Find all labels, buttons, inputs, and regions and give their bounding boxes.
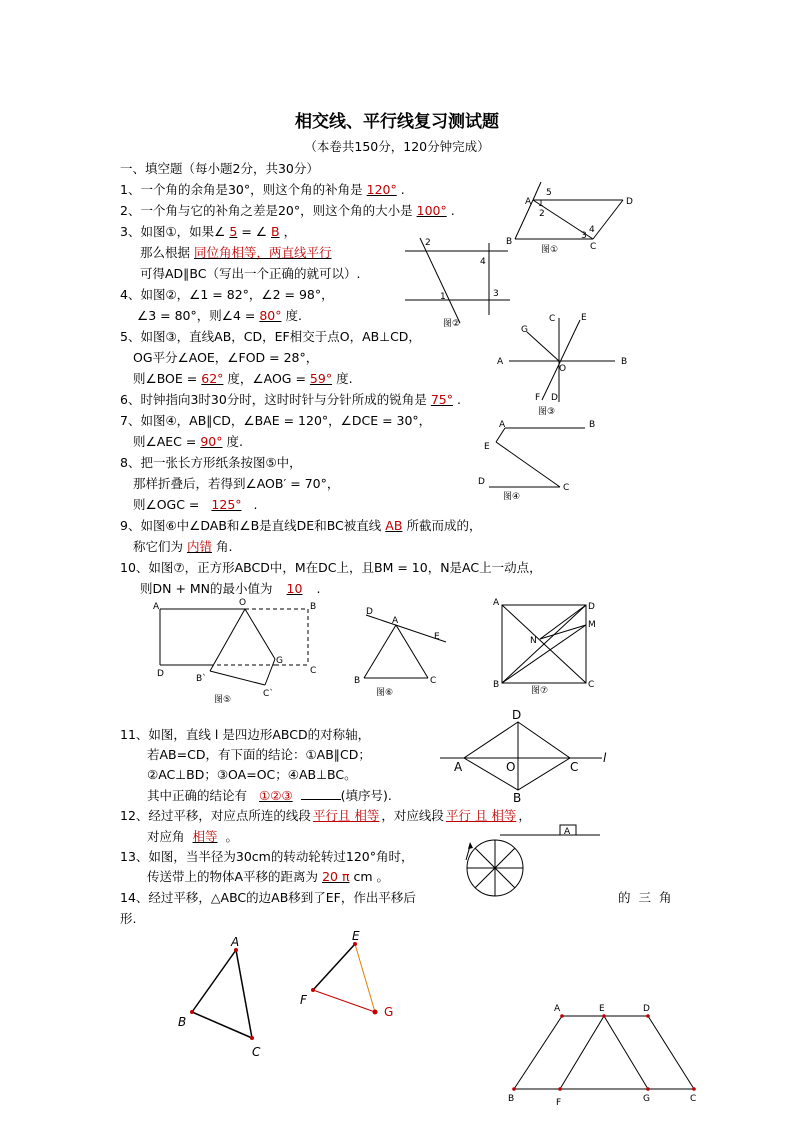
answer-11: ①②③ (259, 788, 293, 803)
question-9-line2: 称它们为 内错 角. (133, 539, 233, 554)
question-11: 11、如图，直线 l 是四边形ABCD的对称轴， (120, 727, 371, 742)
fig14a-label-a: A (231, 935, 240, 949)
question-3: 3、如图①，如果∠ 5 = ∠ B ， (120, 224, 297, 239)
answer-13: 20 π (322, 869, 350, 884)
fig3-label-o: O (559, 364, 567, 374)
question-12-line2: 对应角 相等 。 (147, 829, 239, 844)
fig13-label-a: A (564, 827, 571, 837)
figure-1 (505, 178, 633, 256)
fig1-label-d: D (626, 197, 633, 207)
fig11-label-l: l (603, 751, 607, 765)
figure-14-trapezoid (500, 1000, 710, 1110)
question-5: 5、如图③，直线AB，CD，EF相交于点O，AB⊥CD， (120, 329, 421, 344)
answer-7: 90° (200, 434, 223, 449)
fig7-label-b: B (493, 680, 500, 690)
fig7-label-n: N (530, 636, 537, 646)
answer-10: 10 (286, 581, 303, 596)
fig4-label-c: C (563, 483, 570, 493)
fig14c-label-a: A (554, 1004, 561, 1014)
fig11-label-o: O (506, 760, 516, 774)
answer-8: 125° (211, 497, 242, 512)
fig6-label-c: C (430, 676, 437, 686)
fig1-caption: 图① (541, 245, 559, 255)
question-14-line2: 形. (120, 911, 137, 926)
question-11-line2: 若AB=CD，有下面的结论：①AB∥CD； (147, 747, 371, 762)
fig7-label-m: M (588, 620, 596, 630)
question-4-line2: ∠3 = 80°，则∠4 = 80° 度. (137, 308, 302, 323)
fig5-caption: 图⑤ (214, 695, 232, 705)
fig6-label-a: A (392, 616, 399, 626)
question-5-line2: OG平分∠AOE，∠FOD = 28°， (133, 350, 319, 365)
page-subtitle: （本卷共150分，120分钟完成） (304, 139, 490, 154)
fig1-label-5: 5 (546, 188, 552, 198)
fig7-label-a: A (493, 598, 500, 608)
fig14c-label-e: E (599, 1004, 605, 1014)
fig3-label-b: B (621, 357, 628, 367)
question-3-line2: 那么根据 同位角相等，两直线平行 (140, 245, 336, 261)
fig1-label-3: 3 (581, 231, 587, 241)
fig3-caption: 图③ (538, 407, 556, 417)
figure-7 (490, 597, 605, 697)
question-14-tail: 的 三 角 (618, 890, 674, 905)
fig3-label-a: A (497, 357, 504, 367)
figure-3 (495, 310, 635, 420)
fig5-label-b-prime: B` (196, 674, 207, 684)
figure-13 (460, 820, 610, 900)
question-8: 8、把一张长方形纸条按图⑤中， (120, 455, 302, 470)
fig6-label-d: D (366, 607, 373, 617)
question-10: 10、如图⑦，正方形ABCD中，M在DC上，且BM = 10，N是AC上一动点， (120, 560, 542, 575)
fig5-label-c-prime: C` (263, 689, 274, 699)
fig11-label-a: A (454, 760, 463, 774)
question-8-line3: 则∠OGC = 125° . (133, 497, 258, 512)
fig3-label-d: D (551, 393, 558, 403)
figure-4 (475, 415, 605, 505)
answer-9a: AB (385, 518, 403, 533)
fig14c-label-d: D (643, 1004, 650, 1014)
fig1-label-c: C (590, 242, 597, 252)
question-5-line3: 则∠BOE = 62° 度，∠AOG = 59° 度. (133, 371, 353, 386)
answer-3b: B (270, 224, 280, 239)
fig14a-label-c: C (252, 1045, 261, 1059)
question-6: 6、时钟指向3时30分时，这时时针与分针所成的锐角是 75° . (120, 392, 461, 407)
fig3-label-e: E (581, 313, 587, 323)
fig2-label-3: 3 (493, 289, 499, 299)
fig5-label-o: O (239, 598, 247, 608)
fig7-caption: 图⑦ (531, 686, 549, 696)
fig2-caption: 图② (443, 319, 461, 329)
answer-1: 120° (366, 182, 397, 197)
fig14c-label-f: F (556, 1098, 562, 1108)
fig4-label-b: B (589, 420, 596, 430)
fig14b-label-f: F (300, 993, 307, 1007)
fig3-label-c: C (549, 314, 556, 324)
fig2-label-1: 1 (440, 292, 446, 302)
question-13: 13、如图，当半径为30cm的转动轮转过120°角时， (120, 849, 414, 864)
fig11-label-d: D (512, 708, 522, 722)
figure-11 (440, 705, 620, 805)
fig2-label-4: 4 (480, 257, 486, 267)
fig5-label-b: B (310, 602, 317, 612)
question-3-line3: 可得AD∥BC（写出一个正确的就可以）. (140, 266, 361, 281)
fig4-caption: 图④ (503, 492, 521, 502)
fig4-label-e: E (484, 442, 490, 452)
fig5-label-a: A (153, 602, 160, 612)
question-13-line2: 传送带上的物体A平移的距离为 20 π cm 。 (147, 869, 389, 884)
answer-5a: 62° (201, 371, 224, 386)
fig14a-label-b: B (178, 1015, 187, 1029)
question-11-line4: 其中正确的结论有 ①②③ (填序号). (147, 788, 392, 803)
figure-14-triangle-abc (170, 932, 270, 1062)
answer-12b: 平行 且 相等 (445, 808, 517, 823)
fig4-label-a: A (499, 420, 506, 430)
question-1: 1、一个角的余角是30°，则这个角的补角是 120° . (120, 182, 405, 197)
fig7-label-c: C (588, 680, 595, 690)
fig2-label-2: 2 (425, 238, 431, 248)
question-8-line2: 那样折叠后，若得到∠AOB′ = 70°， (133, 476, 340, 491)
fig5-label-d: D (157, 669, 164, 679)
figure-6 (350, 600, 455, 700)
fig5-label-g: G (276, 656, 283, 666)
question-9: 9、如图⑥中∠DAB和∠B是直线DE和BC被直线 AB 所截而成的， (120, 518, 482, 533)
answer-6: 75° (430, 392, 453, 407)
fig7-label-d: D (588, 602, 595, 612)
fig6-caption: 图⑥ (376, 688, 394, 698)
fig1-label-a: A (525, 197, 532, 207)
fig1-label-4: 4 (589, 225, 595, 235)
question-12: 12、经过平移，对应点所连的线段 平行且 相等 ，对应线段 平行 且 相等 ， (120, 808, 531, 823)
fig6-label-e: E (434, 632, 440, 642)
fig11-label-b: B (513, 791, 522, 805)
question-7: 7、如图④，AB∥CD，∠BAE = 120°，∠DCE = 30°， (120, 413, 432, 428)
question-7-line2: 则∠AEC = 90° 度. (133, 434, 243, 449)
question-10-line2: 则DN + MN的最小值为 10 . (140, 581, 321, 596)
fig3-label-f: F (535, 393, 541, 403)
fig14b-label-g: G (384, 1005, 394, 1019)
answer-12a: 平行且 相等 (312, 808, 380, 823)
fig6-label-b: B (354, 676, 361, 686)
question-14: 14、经过平移，△ABC的边AB移到了EF，作出平移后 (120, 890, 416, 905)
fig4-label-d: D (478, 477, 485, 487)
fig1-label-2: 2 (539, 209, 545, 219)
answer-3a: 5 (229, 224, 238, 239)
answer-5b: 59° (309, 371, 333, 386)
answer-2: 100° (416, 203, 447, 218)
page-title: 相交线、平行线复习测试题 (295, 112, 499, 132)
figure-14-segment-efg (295, 920, 405, 1030)
fig14c-label-c: C (690, 1094, 697, 1104)
fig1-label-b: B (506, 237, 513, 247)
fig5-label-c: C (310, 666, 317, 676)
fig14c-label-g: G (643, 1094, 650, 1104)
section-heading: 一、填空题（每小题2分，共30分） (120, 161, 319, 176)
fig14c-label-b: B (508, 1094, 515, 1104)
answer-9b: 内错 (187, 539, 213, 554)
fig14b-label-e: E (352, 929, 360, 943)
question-4: 4、如图②，∠1 = 82°，∠2 = 98°， (120, 287, 334, 302)
question-11-line3: ②AC⊥BD；③OA=OC；④AB⊥BC。 (147, 767, 357, 782)
figure-5 (150, 595, 325, 710)
fig11-label-c: C (570, 760, 579, 774)
question-2: 2、一个角与它的补角之差是20°，则这个角的大小是 100° . (120, 203, 455, 218)
fig1-label-1: 1 (538, 199, 544, 209)
answer-3c: 同位角相等，两直线平行 (194, 245, 332, 260)
fig3-label-g: G (521, 325, 528, 335)
answer-4: 80° (259, 308, 282, 323)
answer-12c: 相等 (192, 829, 218, 844)
